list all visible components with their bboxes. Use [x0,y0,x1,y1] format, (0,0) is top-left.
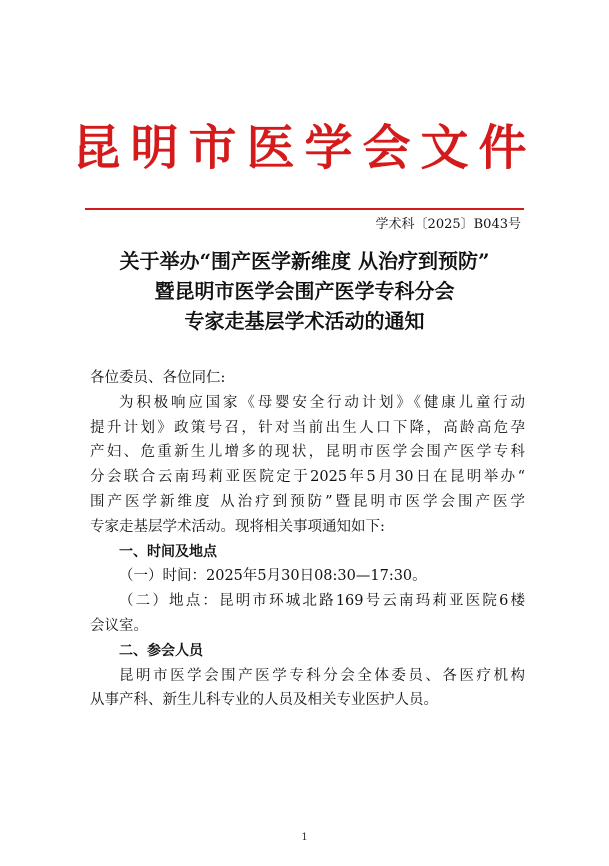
header-red-divider [85,208,524,210]
document-title-line: 关于举办“围产医学新维度 从治疗到预防” [119,249,490,273]
page-number: 1 [301,832,308,843]
paragraph-line: 产妇、危重新生儿增多的现状，昆明市医学会围产医学专科 [90,444,525,461]
document-number: 学术科〔2025〕B043号 [375,217,521,232]
salutation: 各位委员、各位同仁: [90,370,226,386]
section-heading: 一、时间及地点 [119,543,217,560]
document-title-line: 暨昆明市医学会围产医学专科分会 [154,279,455,303]
document-header-title: 昆明市医学会文件 [72,120,537,176]
paragraph-line: 提升计划》政策号召，针对当前出生人口下降，高龄高危孕 [90,419,525,436]
location-line: （二）地点：昆明市环城北路169号云南玛莉亚医院6楼 [119,593,525,610]
document-title [0,246,609,336]
paragraph-line: 围产医学新维度 从治疗到预防”暨昆明市医学会围产医学 [90,493,525,510]
time-line: （一）时间：2025年5月30日08:30—17:30。 [119,568,427,585]
paragraph-line: 专家走基层学术活动。现将相关事项通知如下: [90,518,385,535]
document-title-line: 专家走基层学术活动的通知 [184,309,425,333]
location-line: 会议室。 [90,617,148,634]
paragraph-line: 从事产科、新生儿科专业的人员及相关专业医护人员。 [90,692,438,709]
document-body [90,366,525,713]
paragraph-line: 昆明市医学会围产医学专科分会全体委员、各医疗机构 [119,667,525,684]
paragraph-line: 为积极响应国家《母婴安全行动计划》《健康儿童行动 [119,394,525,411]
paragraph-line: 分会联合云南玛莉亚医院定于2025年5月30日在昆明举办“ [90,469,525,486]
section-heading: 二、参会人员 [119,642,203,659]
